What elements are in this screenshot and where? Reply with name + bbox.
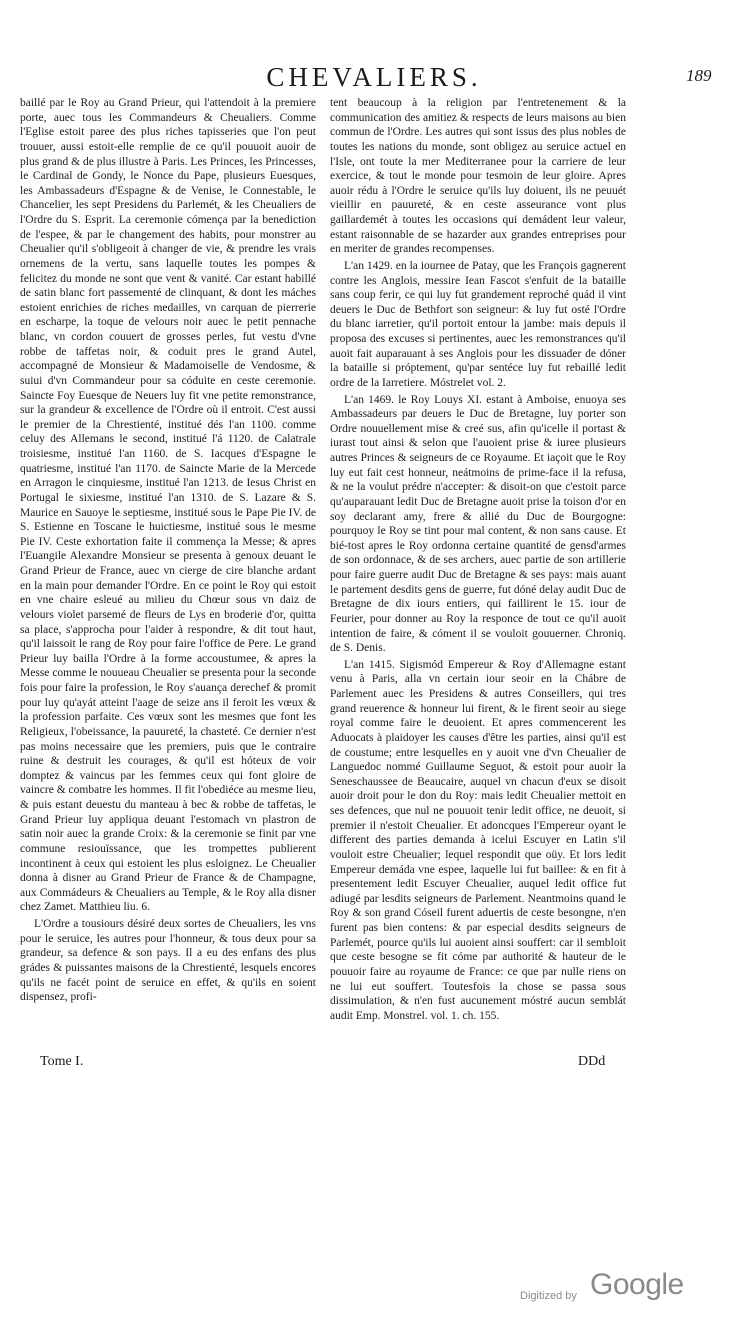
signature-mark: DDd bbox=[578, 1054, 606, 1069]
paragraph: L'an 1415. Sigismód Empereur & Roy d'Allemagne estant venu à Paris, alla vn certain iour seoir en la Chábre de Parlement auec les Presidens & autres Conseillers, qui tres grand reuerence & honneur lui firent, & le firent seoir au siege royal comme faire le deuoient. Et apres commencerent les Aduocats à plaidoyer les causes d'être les parties, ainsi qu'il est de coustume; entre lesquelles en y auoit vne d'vn Cheualier de Languedoc nommé Guillaume Seguot, & estoit pour auoir la Seneschaussee de Beaucaire, auquel vn chacun d'eux se disoit auoir droit pour le don du Roy: mais ledit Cheualier mettoit en ses defences, que nul ne pouuoit tenir ledit office, ne deuoit, si premier il n'estoit Cheualier. Et adoncques l'Empereur oyant le different des parties demanda à icelui Escuyer en Latin s'il vouloit estre Cheualier; lequel respondit que oüy. Et lors ledit Empereur demáda vne espee, laquelle lui fut baillee: & en fit à presentement ledit Escuyer Cheualier, auquel ledit office fut adiugé par lesdits seigneurs de Parlement. Neantmoins quand le Roy & son grand Cóseil furent aduertis de ceste besongne, n'en furent pas bien contens: & par especial desdits seigneurs de Parlemét, pource qu'ils lui auoient ainsi souffert: car il sembloit que ceste besogne se fit cóme par authorité & hauteur de le pouuoir faire au royaume de France: ce que par nulle riens on ne lui eut souffert. Toutesfois la chose se passa sous dissimulation, & n'en fust aucunement móstré aucun semblát audit Emp. Monstrel. vol. 1. ch. 155. bbox=[330, 658, 626, 1022]
digitized-watermark bbox=[520, 1268, 720, 1308]
running-title: CHEVALIERS. bbox=[266, 62, 482, 92]
page-number: 189 bbox=[686, 66, 712, 85]
right-column bbox=[330, 96, 626, 1025]
paragraph: L'Ordre a tousiours désiré deux sortes de Cheualiers, les vns pour le seruice, les autres pour l'honneur, & tous deux pour sa grandeur, sa defence & son pays. Il a eu des enfans des plus grádes & puissantes maisons de la Chrestienté, lesquels encores qu'ils ne facét point de seruice en effet, & qu'ils en soient dispensez, profi- bbox=[20, 918, 316, 1004]
paragraph: L'an 1469. le Roy Louys XI. estant à Amboise, enuoya ses Ambassadeurs par deuers le Duc de Bretagne, luy porter son Ordre nouuellement mise & creé sus, afin qu'icelle il portast & iurast tout ainsi & selon que l'auoient prise & iuree plusieurs autres Princes & seigneurs de ce Royaume. Et iaçoit que le Roy luy eut fait cest honneur, neátmoins de prime-face il la refusa, & ne la voulut prédre n'accepter: & disoit-on que c'estoit parce qu'auparauant ledit Duc de Bretagne auoit prise la toison d'or en soy declarant amy, frere & allié du Duc de Bourgogne: pourquoy le Roy se tint pour mal content, & non sans cause. Et bié-tost apres le Roy ordonna certaine quantité de gensd'armes de son ordonnace, & de ses archers, auec partie de son artillerie pour faire guerre audit Duc de Bretagne & ses pays: mais auant le partement desdits gens de guerre, fut dóné delay audit Duc de Bretagne de dix iours entiers, qui faillirent le 15. iour de Feurier, pour donner au Roy la responce de tout ce qu'il auoit intention de faire, & cóment il se vouloit gouuerner. Chroniq. de S. Denis. bbox=[330, 393, 626, 655]
paragraph: baillé par le Roy au Grand Prieur, qui l'attendoit à la premiere porte, auec tous les Commandeurs & Cheualiers. Comme l'Eglise estoit paree des plus riches tapisseries que l'on peut trouuer, aussi estoit-elle remplie de ce qu'il pouuoit auoir de plus grand & de plus illustre à Paris. Les Princes, les Princesses, le Cardinal de Gondy, le Nonce du Pape, plusieurs Euesques, les Ambassadeurs d'Espagne & de Venise, le Connestable, le Chancelier, les sept Presidens du Parlemét, & les Cheualiers de l'Ordre du S. Esprit. La ceremonie cómença par la benediction de l'espee, & par le changement des habits, pour monstrer au Cheualier qu'il s'obligeoit à changer de vie, & prendre les vrais ornemens de la vertu, sans laquelle toutes les pompes & felicitez du monde ne sont que vent & vanité. Car estant habillé de satin blanc fort passementé de clinquant, & dont les máches estoient enrichies de riches medailles, vn carquan de pierrerie en escharpe, la toque de velours noir auec le petit pennache blanc, vn cordon couuert de grosses perles, fut vestu d'vne robbe de taffetas noir, & coduit pres le grand Autel, accompagné de Monsieur & Madamoiselle de Vendosme, & suiui d'vn Commandeur pour sa códuite en ceste ceremonie. Saincte Foy Euesque de Neuers luy fit vne petite remonstrance, sur la grandeur & excellence de l'Ordre où il entroit. C'est aussi le premier de la Chrestienté, institué dés l'an 1100. comme celuy des Allemans le second, institué l'á 1120. de Calatrale troisiesme, institué l'an 1160. de S. Iacques d'Espagne le quatriesme, institué l'an 1170. de Saincte Marie de la Mercede en Arragon le cinquiesme, institué l'an 1213. de Iesus Christ en Portugal le sixiesme, institué l'an 1310. de S. Lazare & S. Maurice en Sauoye le septiesme, institué sous le Pape Pie IV. de S. Estienne en Toscane le huictiesme, institué sous le mesme Pie IV. Ceste exhortation faite il commença la Messe; & apres l'Euangile Alexandre Monsieur se presenta à genoux deuant le Grand Prieur de France, auec vn cierge de cire blanche ardant en la main pour demander l'Ordre. En ce point le Roy qui estoit en vne chaire esleué au milieu du Chœur sous vn daiz de velours violet parsemé de fleurs de Lys en broderie d'or, quitta sa place, s'approcha pour l'aider à respondre, & dit tout haut, qu'il laissoit le rang de Roy pour faire l'office de Pere. Le grand Prieur luy bailla l'Ordre à la forme accoustumee, & apres la Messe comme le nouueau Cheualier se presenta pour la seconde fois pour faire la profession, le Roy s'auança derechef & promit pour luy qu'ayát atteint l'aage de seize ans il feroit les vœux & la profession parfaite. Ces vœux sont les mesmes que font les Religieux, l'obeissance, la pauureté, la chasteté. Ce dernier n'est pas moins necessaire que les premiers, puis que le contraire ruine & destruit les courages, & qu'il est hóteux de voir domptez & vaincus par les femmes ceux qui font gloire de vaincre & combatre les hommes. Il fit l'obediéce au mesme lieu, & puis estant deuestu du manteau à bec & robbe de taffetas, le Grand Prieur luy appliqua deuant l'estomach vn plastron de satin noir auec la grande Croix: & la ceremonie se finit par vne commune resiouïssance, que les trompettes publierent incontinent à ceux qui estoient les plus esloignez. Le Cheualier donna à disner au Grand Prieur de France & de Champagne, aux Commádeurs & Cheualiers au Temple, & le Roy alla disner chez Zamet. Matthieu liu. 6. bbox=[20, 97, 316, 914]
volume-label: Tome I. bbox=[40, 1054, 84, 1069]
watermark-prefix: Digitized by bbox=[520, 1290, 577, 1302]
paragraph: L'an 1429. en la iournee de Patay, que les François gagnerent contre les Anglois, messire Iean Fascot s'enfuit de la bataille sans coup ferir, ce qui luy fut grandement reproché quád il vint deuers le Duc de Bethfort son seigneur: & luy fut osté l'Ordre du blanc iarretier, qu'il portoit entour la jambe: mais depuis il proposa des excuses si pertinentes, auec les remonstrances qu'il auoit fait auparauant à ses Anglois pour les dissuader de dóner la bataille si próptement, qu'par sentéce luy fut rebaillé ledit ordre de la Iarretiere. Móstrelet vol. 2. bbox=[330, 259, 626, 389]
paragraph: tent beaucoup à la religion par l'entretenement & la communication des amitiez & respects de leurs maisons au bien commun de l'Ordre. Les autres qui sont issus des plus nobles de toutes les nations du monde, sont obligez au seruice actuel en l'Isle, ont toute la mer Mediterranee pour la carriere de leur exercice, & tout le monde pour tesmoin de leur gloire. Apres auoir rédu à l'Ordre le seruice qu'ils luy doiuent, ils ne peuuét vieillir en pauureté, & en ceste asseurance vont plus gaillardemét à toutes les occasions qui demádent leur valeur, estant raisonnable de se hazarder aux grandes entreprises pour en meriter de grandes recompenses. bbox=[330, 97, 626, 256]
left-column bbox=[20, 96, 316, 1007]
google-logo: Google bbox=[590, 1268, 684, 1301]
